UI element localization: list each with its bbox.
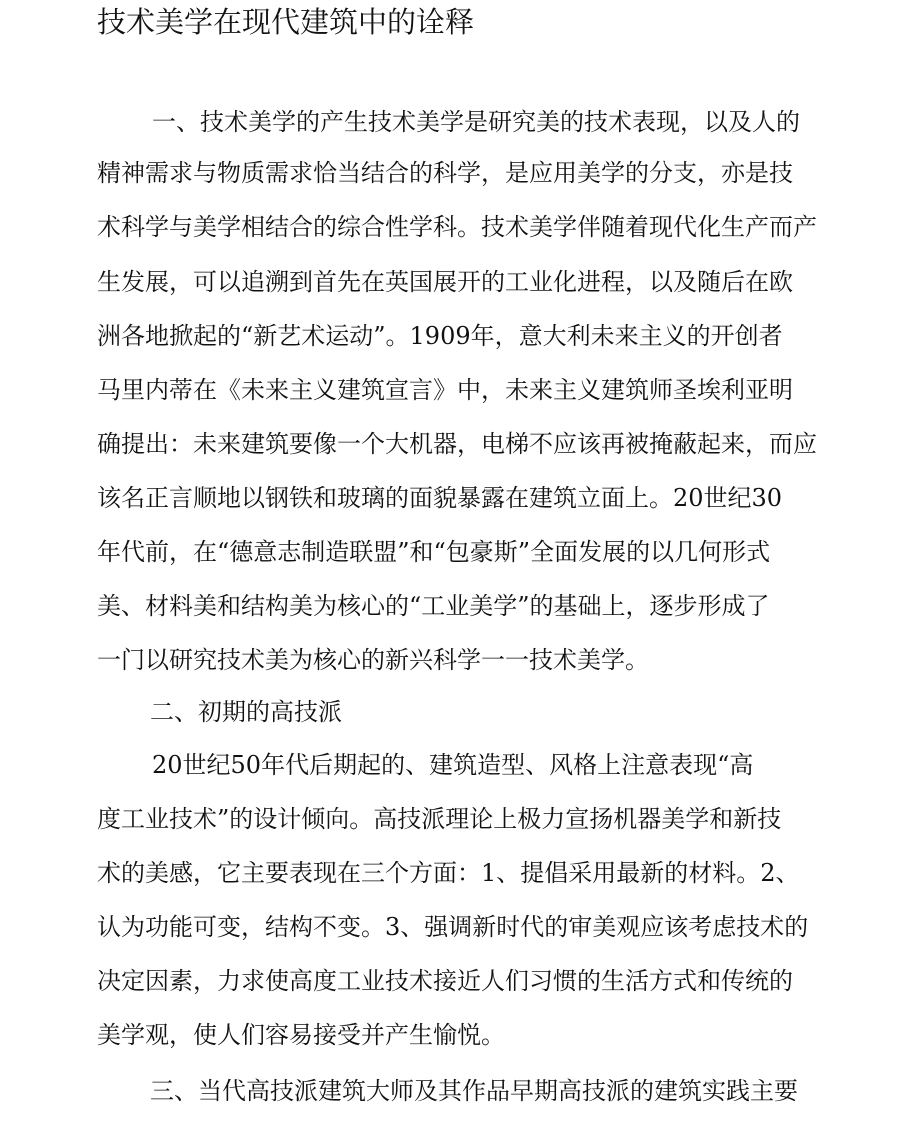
paragraph-line: 该名正言顺地以钢铁和玻璃的面貌暴露在建筑立面上。20世纪30 xyxy=(97,484,783,512)
paragraph-line: 术科学与美学相结合的综合性学科。技术美学伴随着现代化生产而产 xyxy=(97,213,817,241)
section-heading: 二、初期的高技派 xyxy=(150,698,342,726)
paragraph-line: 一、技术美学的产生技术美学是研究美的技术表现，以及人的 xyxy=(152,108,800,136)
paragraph-line: 年代前，在“德意志制造联盟”和“包豪斯”全面发展的以几何形式 xyxy=(97,538,771,566)
paragraph-line: 决定因素，力求使高度工业技术接近人们习惯的生活方式和传统的 xyxy=(97,967,793,995)
paragraph-line: 生发展，可以追溯到首先在英国展开的工业化进程，以及随后在欧 xyxy=(97,268,793,296)
paragraph-line: 度工业技术”的设计倾向。高技派理论上极力宣扬机器美学和新技 xyxy=(97,805,782,833)
section-heading: 三、当代高技派建筑大师及其作品早期高技派的建筑实践主要 xyxy=(150,1077,798,1105)
document-title: 技术美学在现代建筑中的诠释 xyxy=(97,5,475,39)
paragraph-line: 美、材料美和结构美为核心的“工业美学”的基础上，逐步形成了 xyxy=(97,592,770,620)
paragraph-line: 一门以研究技术美为核心的新兴科学一一技术美学。 xyxy=(97,646,649,674)
paragraph-line: 20世纪50年代后期起的、建筑造型、风格上注意表现“高 xyxy=(152,751,754,779)
paragraph-line: 确提出：未来建筑要像一个大机器，电梯不应该再被掩蔽起来，而应 xyxy=(97,430,817,458)
paragraph-line: 洲各地掀起的“新艺术运动”。1909年，意大利未来主义的开创者 xyxy=(97,322,783,350)
paragraph-line: 马里内蒂在《未来主义建筑宣言》中，未来主义建筑师圣埃利亚明 xyxy=(97,376,793,404)
paragraph-line: 认为功能可变，结构不变。3、强调新时代的审美观应该考虑技术的 xyxy=(97,913,809,941)
paragraph-line: 术的美感，它主要表现在三个方面：1、提倡采用最新的材料。2、 xyxy=(97,859,800,887)
paragraph-line: 精神需求与物质需求恰当结合的科学，是应用美学的分支，亦是技 xyxy=(97,159,793,187)
paragraph-line: 美学观，使人们容易接受并产生愉悦。 xyxy=(97,1021,505,1049)
